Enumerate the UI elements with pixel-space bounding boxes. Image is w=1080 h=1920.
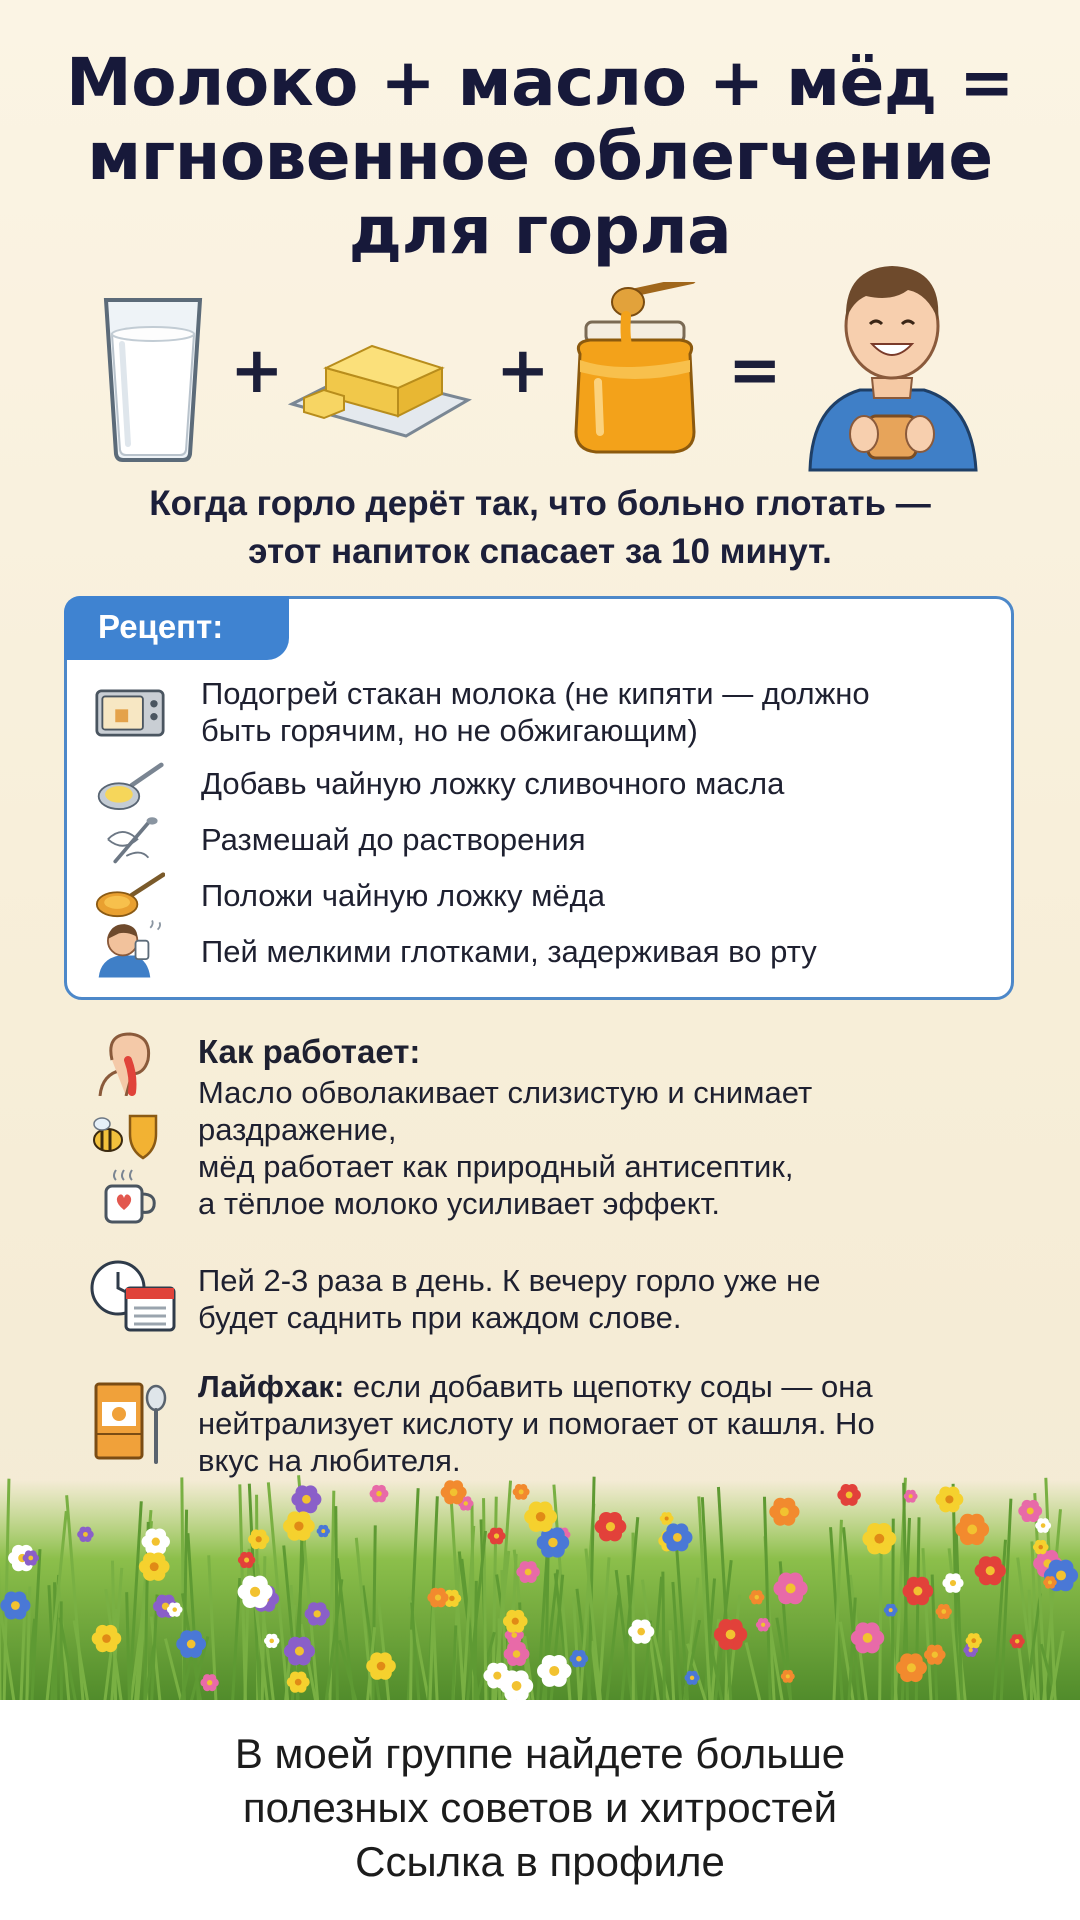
title-line-2: мгновенное облегчение: [87, 118, 993, 195]
clock-calendar-icon: [88, 1258, 178, 1334]
step-text-line-2: быть горячим, но не обжигающим): [201, 713, 698, 748]
butter-icon: [286, 328, 472, 448]
person-drinking-icon: [95, 919, 165, 979]
honey-jar-icon: [560, 282, 710, 460]
throat-icon: [92, 1030, 162, 1096]
lifehack-line-2: нейтрализует кислоту и помогает от кашля. Но: [198, 1406, 875, 1441]
honey-spoon-icon: [95, 865, 165, 925]
recipe-heading: Рецепт:: [64, 596, 289, 660]
lifehack-line-1: если добавить щепотку соды — она: [344, 1369, 873, 1404]
ingredient-formula: [0, 268, 1080, 478]
happy-person-icon: [800, 238, 984, 474]
plus-sign-2: +: [496, 334, 550, 408]
microwave-icon: [95, 683, 165, 743]
title-line-3: для горла: [348, 192, 732, 269]
bee-shield-icon: [86, 1110, 162, 1162]
footer-banner: [0, 1700, 1080, 1920]
flower-meadow-illustration: [0, 1440, 1080, 1705]
how-it-works-heading: Как работает:: [198, 1033, 421, 1070]
equals-sign: =: [728, 334, 782, 408]
step-text: Размешай до растворения: [201, 822, 586, 857]
subtitle: [40, 480, 1040, 576]
title-line-1: Молоко + масло + мёд =: [66, 44, 1014, 121]
stirring-spoon-icon: [95, 813, 165, 873]
frequency-line-1: Пей 2-3 раза в день. К вечеру горло уже не: [198, 1263, 821, 1298]
step-text: Положи чайную ложку мёда: [201, 878, 605, 913]
subtitle-line-2: этот напиток спасает за 10 минут.: [248, 532, 832, 571]
step-text: Добавь чайную ложку сливочного масла: [201, 766, 785, 801]
footer-line-2: полезных советов и хитростей: [242, 1784, 838, 1831]
lifehack-line-3: вкус на любителя.: [198, 1443, 461, 1478]
how-it-works-line-3: мёд работает как природный антисептик,: [198, 1149, 794, 1184]
lifehack-label: Лайфхак:: [198, 1369, 345, 1404]
subtitle-line-1: Когда горло дерёт так, что больно глотать —: [149, 484, 931, 523]
how-it-works-line-4: а тёплое молоко усиливает эффект.: [198, 1186, 721, 1221]
recipe-card: [64, 596, 1014, 1000]
milk-glass-icon: [100, 294, 206, 464]
step-text: Пей мелкими глотками, задерживая во рту: [201, 934, 817, 969]
warm-mug-icon: [100, 1166, 162, 1228]
footer-line-1: В моей группе найдете больше: [234, 1730, 846, 1777]
plus-sign-1: +: [230, 334, 284, 408]
page-title: [40, 46, 1040, 268]
frequency-line-2: будет саднить при каждом слове.: [198, 1300, 682, 1335]
footer-link-text: Ссылка в профиле: [355, 1838, 725, 1885]
how-it-works-line-2: раздражение,: [198, 1112, 397, 1147]
step-text-line-1: Подогрей стакан молока (не кипяти — должно: [201, 676, 870, 711]
how-it-works-line-1: Масло обволакивает слизистую и снимает: [198, 1075, 813, 1110]
butter-spoon-icon: [95, 757, 165, 817]
